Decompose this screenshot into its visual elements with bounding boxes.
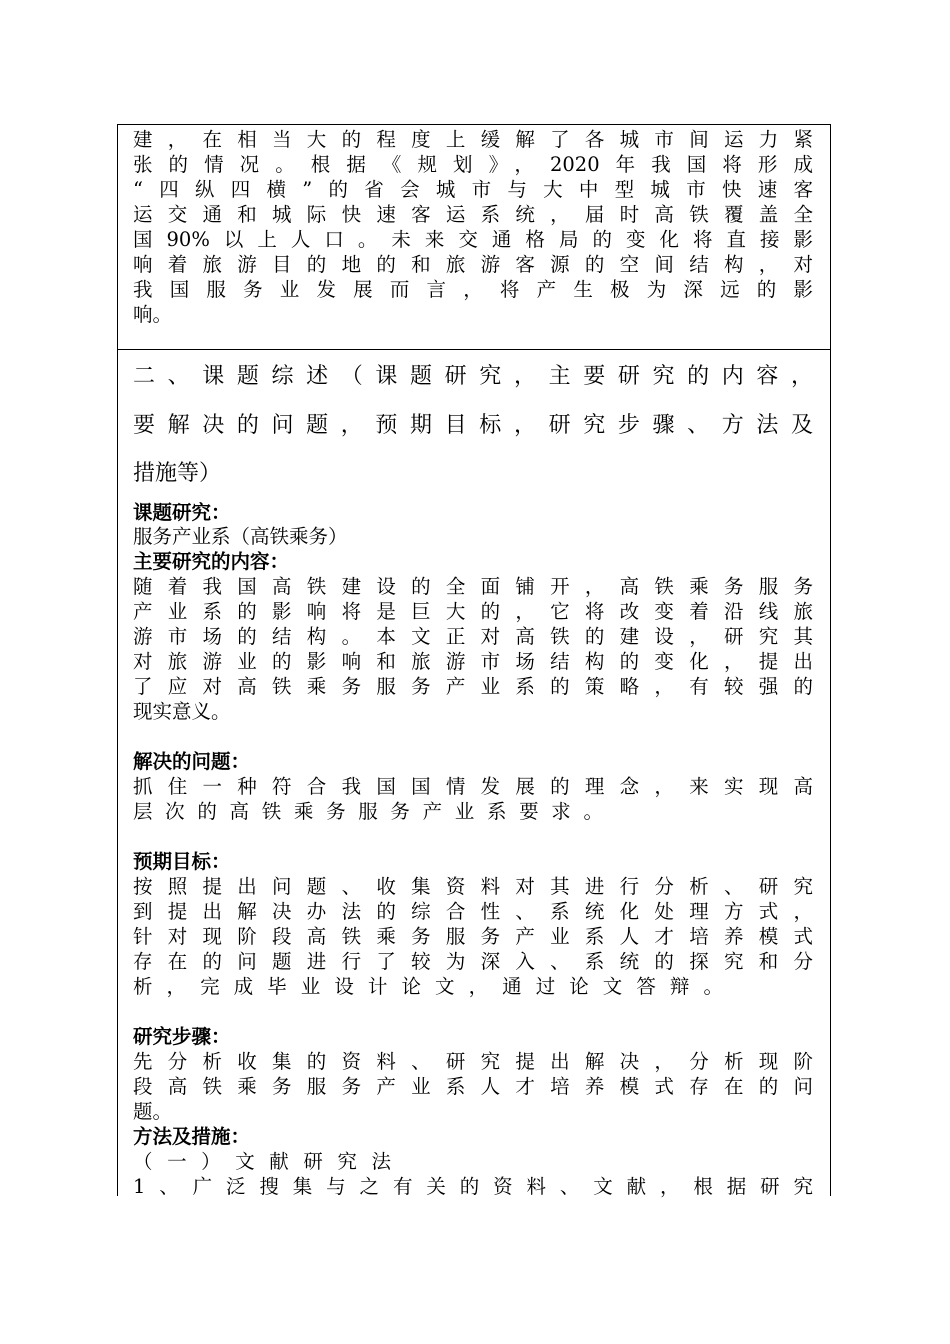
section-heading: 二、课题综述（课题研究，主要研究的内容， [133, 364, 813, 389]
paragraph-line: 层次的高铁乘务服务产业系要求。 [133, 800, 603, 823]
paragraph-line: 响着旅游目的地的和旅游客源的空间结构，对 [133, 253, 813, 276]
paragraph-line: 运交通和城际快速客运系统，届时高铁覆盖全 [133, 203, 813, 226]
section-heading: 要解决的问题，预期目标，研究步骤、方法及 [133, 413, 813, 438]
paragraph-line: 先分析收集的资料、研究提出解决，分析现阶 [133, 1050, 813, 1073]
paragraph-line: 产业系的影响将是巨大的，它将改变着沿线旅 [133, 600, 813, 623]
steps-label: 研究步骤： [133, 1025, 231, 1048]
paragraph-line: 了应对高铁乘务服务产业系的策略，有较强的 [133, 675, 813, 698]
paragraph-line: “四纵四横”的省会城市与大中型城市快速客 [133, 178, 813, 201]
paragraph-line: 随着我国高铁建设的全面铺开，高铁乘务服务 [133, 575, 813, 598]
section-heading: 措施等） [133, 461, 222, 486]
topic-text: 服务产业系（高铁乘务） [133, 525, 348, 548]
paragraph-line: 存在的问题进行了较为深入、系统的探究和分 [133, 950, 813, 973]
goal-label: 预期目标： [133, 850, 231, 873]
topic-label: 课题研究： [133, 501, 231, 524]
content-label: 主要研究的内容： [133, 550, 290, 573]
paragraph-line: 到提出解决办法的综合性、系统化处理方式， [133, 900, 813, 923]
paragraph-line: 国90%以上人口。未来交通格局的变化将直接影 [133, 228, 813, 251]
paragraph-line: 1、广泛搜集与之有关的资料、文献，根据研究 [133, 1175, 813, 1198]
methods-label: 方法及措施： [133, 1125, 251, 1148]
paragraph-line: 张的情况。根据《规划》，2020年我国将形成 [133, 153, 813, 176]
paragraph-line: 对旅游业的影响和旅游市场结构的变化，提出 [133, 650, 813, 673]
paragraph-line: 现实意义。 [133, 700, 231, 723]
paragraph-line: 我国服务业发展而言，将产生极为深远的影 [133, 278, 813, 301]
problem-label: 解决的问题： [133, 750, 251, 773]
paragraph-line: 题。 [133, 1100, 173, 1123]
paragraph-line: 段高铁乘务服务产业系人才培养模式存在的问 [133, 1075, 813, 1098]
paragraph-line: 游市场的结构。本文正对高铁的建设，研究其 [133, 625, 813, 648]
review-cell [118, 350, 830, 1196]
paragraph-line: 析，完成毕业设计论文，通过论文答辩。 [133, 975, 723, 998]
method1-title: （一）文献研究法 [133, 1150, 391, 1173]
paragraph-line: 抓住一种符合我国国情发展的理念，来实现高 [133, 775, 813, 798]
paragraph-line: 针对现阶段高铁乘务服务产业系人才培养模式 [133, 925, 813, 948]
paragraph-line: 响。 [133, 303, 173, 326]
proposal-table [117, 124, 831, 1196]
paragraph-line: 建，在相当大的程度上缓解了各城市间运力紧 [133, 128, 813, 151]
paragraph-line: 按照提出问题、收集资料对其进行分析、研究 [133, 875, 813, 898]
background-cell [118, 125, 830, 350]
